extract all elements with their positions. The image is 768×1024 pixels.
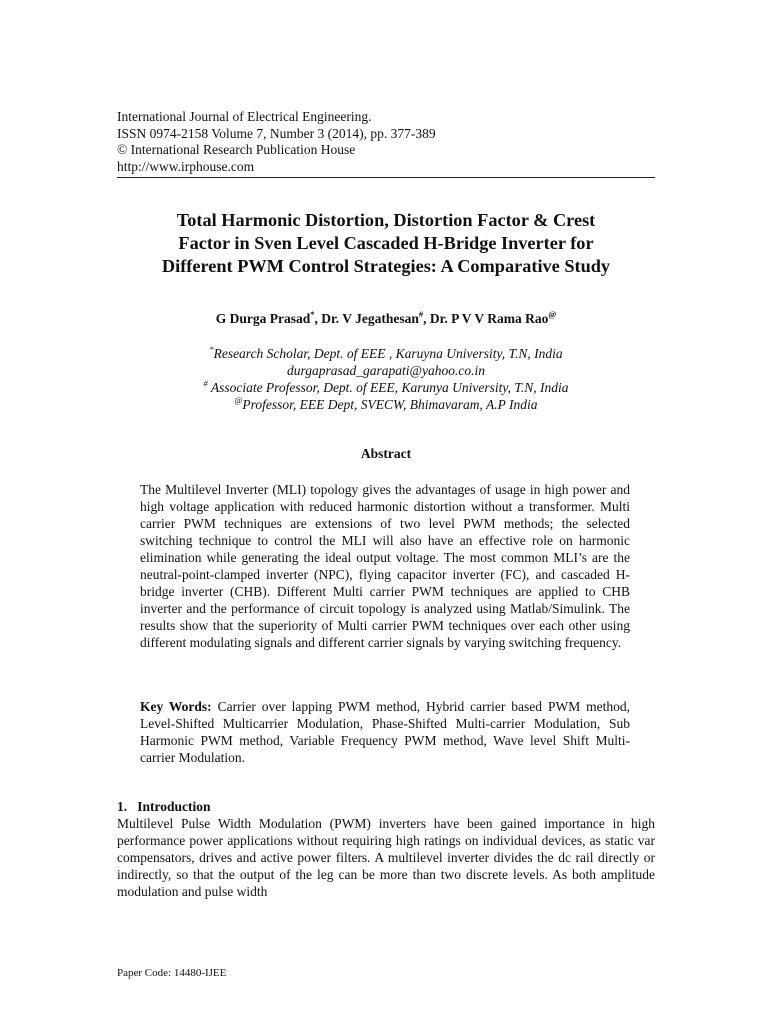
abstract-heading: Abstract	[360, 446, 412, 461]
author-email[interactable]: durgaprasad_garapati@yahoo.co.in	[287, 363, 485, 378]
affiliation-2	[110, 379, 662, 396]
journal-issn: ISSN 0974-2158 Volume 7, Number 3 (2014), pp. 377-389	[117, 125, 436, 141]
author-separator: ,	[423, 311, 430, 326]
journal-url[interactable]: http://www.irphouse.com	[117, 158, 255, 174]
paper-title	[110, 209, 662, 277]
abstract-body: The Multilevel Inverter (MLI) topology gives the advantages of usage in high power and high voltage application with reduced harmonic distortion without a transformer. Multi carrier PWM techniques are extensions of two level PWM methods; the selected switching technique to control the MLI will also have an effective role on harmonic elimination while generating the ideal output voltage. The most common MLI’s are the neutral-point-clamped inverter (NPC), flying capacitor inverter (FC), and cascaded H-bridge inverter (CHB). Different Multi carrier PWM techniques are applied to CHB inverter and the performance of circuit topology is analyzed using Matlab/Simulink. The results show that the superiority of Multi carrier PWM techniques over each other using different modulating signals and different carrier signals by varying switching frequency.	[140, 482, 630, 650]
section-heading-introduction: 1. Introduction	[117, 799, 211, 814]
keywords-text: Carrier over lapping PWM method, Hybrid carrier based PWM method, Level-Shifted Multicarrier Modulation, Phase-Shifted Multi-carrier Modulation, Sub Harmonic PWM method, Variable Frequency PWM method, Wave level Shift Multi-carrier Modulation.	[140, 699, 630, 765]
author-list	[110, 310, 662, 327]
affiliation-mark: @	[234, 395, 243, 405]
affiliations	[110, 345, 662, 413]
title-line: Factor in Sven Level Cascaded H-Bridge Inverter for	[178, 232, 594, 253]
header-divider	[117, 177, 655, 178]
affiliation-mark: #	[203, 378, 208, 388]
title-line: Different PWM Control Strategies: A Comparative Study	[161, 255, 611, 276]
affiliation-mark: *	[209, 344, 214, 354]
journal-publisher: © International Research Publication House	[117, 142, 356, 158]
paper-code: Paper Code: 14480-IJEE	[117, 967, 227, 979]
journal-name: International Journal of Electrical Engineering.	[117, 109, 372, 124]
keywords-label: Key Words:	[140, 699, 212, 714]
author-name: Dr. V Jegathesan	[321, 311, 419, 326]
journal-header	[117, 109, 655, 175]
affiliation-text: Research Scholar, Dept. of EEE , Karuyna University, T.N, India	[213, 346, 563, 361]
affiliation-text: Associate Professor, Dept. of EEE, Karunya University, T.N, India	[207, 380, 569, 395]
keywords	[140, 698, 630, 766]
author-mark: #	[418, 309, 424, 319]
author-mark: @	[548, 309, 557, 319]
author-mark: *	[310, 309, 315, 319]
author-name: G Durga Prasad	[215, 311, 311, 326]
title-line: Total Harmonic Distortion, Distortion Factor & Crest	[176, 210, 596, 230]
affiliation-text: Professor, EEE Dept, SVECW, Bhimavaram, A.P India	[242, 397, 538, 412]
author-name: Dr. P V V Rama Rao	[429, 311, 549, 326]
affiliation-1	[110, 345, 662, 362]
introduction-body: Multilevel Pulse Width Modulation (PWM) inverters have been gained importance in high performance power applications without requiring high ratings on individual devices, as static var compensators, drives and active power filters. A multilevel inverter divides the dc rail directly or indirectly, so that the output of the leg can be more than two discrete levels. As both amplitude modulation and pulse width	[117, 816, 655, 899]
affiliation-3	[110, 396, 662, 413]
author-separator: ,	[314, 311, 322, 326]
